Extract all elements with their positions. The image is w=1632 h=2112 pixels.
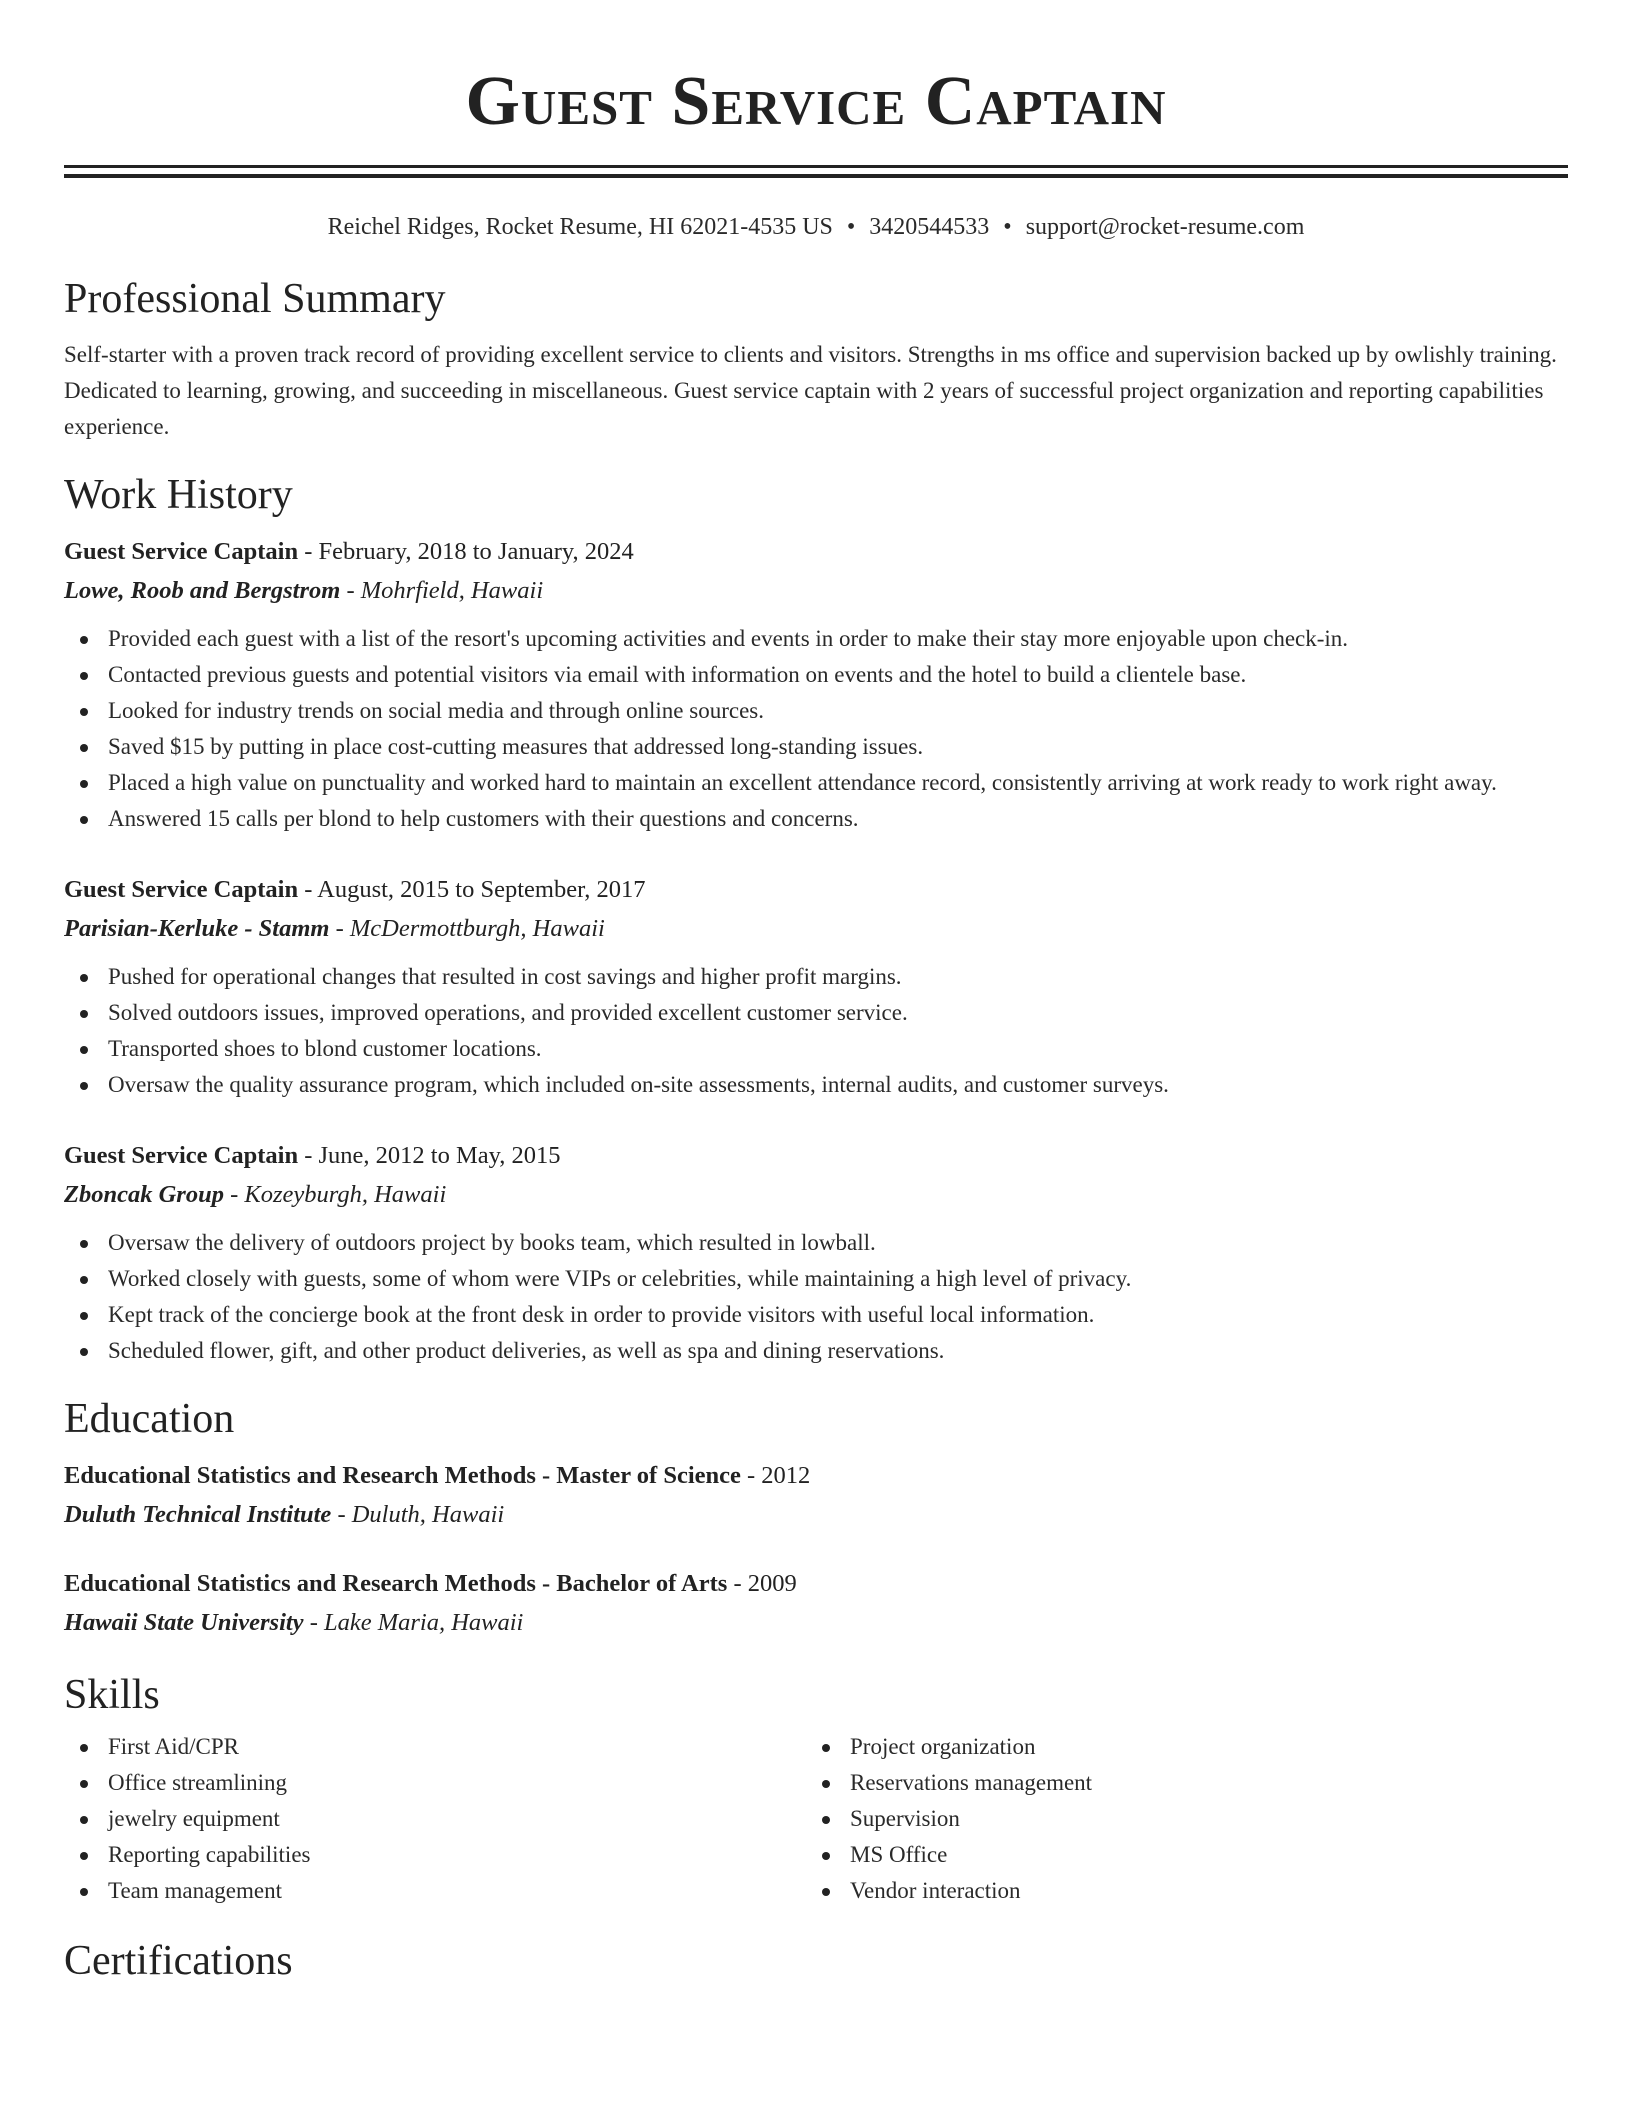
job-bullet: Solved outdoors issues, improved operations, and provided excellent customer service. — [64, 995, 1568, 1031]
skills-list-right — [806, 1729, 1548, 1909]
job-bullet: Pushed for operational changes that resulted in cost savings and higher profit margins. — [64, 959, 1568, 995]
job-dates: - June, 2012 to May, 2015 — [298, 1142, 561, 1169]
skill-item: First Aid/CPR — [64, 1729, 806, 1765]
job-entry — [64, 871, 1568, 1103]
job-bullet: Contacted previous guests and potential visitors via email with information on events and the hotel to build a clientele base. — [64, 657, 1568, 693]
work-history-section — [64, 471, 1568, 1369]
education-school: Hawaii State University — [64, 1609, 304, 1636]
summary-heading: Professional Summary — [64, 276, 446, 322]
education-year: - 2012 — [740, 1462, 811, 1489]
job-bullet: Answered 15 calls per blond to help customers with their questions and concerns. — [64, 801, 1568, 837]
contact-separator: • — [846, 214, 856, 240]
job-bullets — [64, 959, 1568, 1103]
job-company: Zboncak Group — [64, 1181, 224, 1208]
education-year: - 2009 — [727, 1570, 797, 1597]
job-bullet: Transported shoes to blond customer locations. — [64, 1031, 1568, 1067]
job-company-line — [64, 571, 1568, 611]
skill-item: MS Office — [806, 1837, 1548, 1873]
job-company: Parisian-Kerluke - Stamm — [64, 915, 330, 942]
job-bullet: Saved $15 by putting in place cost-cutting measures that addressed long-standing issues. — [64, 729, 1568, 765]
job-dates: - August, 2015 to September, 2017 — [298, 876, 646, 903]
job-bullet: Scheduled flower, gift, and other product deliveries, as well as spa and dining reservations. — [64, 1333, 1568, 1369]
job-location: - McDermottburgh, Hawaii — [329, 915, 605, 942]
job-title: Guest Service Captain — [64, 538, 299, 565]
skill-item: jewelry equipment — [64, 1801, 806, 1837]
skill-item: Project organization — [806, 1729, 1548, 1765]
skill-item: Vendor interaction — [806, 1873, 1548, 1909]
contact-address: Reichel Ridges, Rocket Resume, HI 62021-4535 US — [327, 214, 833, 240]
education-location: - Lake Maria, Hawaii — [303, 1609, 524, 1636]
education-entry — [64, 1565, 1568, 1643]
job-title-line — [64, 871, 1568, 909]
header-rule-top — [64, 165, 1568, 168]
job-bullets — [64, 621, 1568, 837]
education-degree-line — [64, 1565, 1568, 1603]
work-history-heading: Work History — [64, 472, 293, 518]
skills-heading: Skills — [64, 1672, 160, 1718]
job-location: - Kozeyburgh, Hawaii — [223, 1181, 447, 1208]
education-degree: Educational Statistics and Research Methods - Bachelor of Arts — [64, 1570, 728, 1597]
education-entry — [64, 1457, 1568, 1535]
skill-item: Office streamlining — [64, 1765, 806, 1801]
job-title-line — [64, 1137, 1568, 1175]
education-school: Duluth Technical Institute — [64, 1501, 332, 1528]
resume-name: Guest Service Captain — [465, 63, 1167, 140]
header-rule-bottom — [64, 174, 1568, 178]
education-school-line — [64, 1603, 1568, 1643]
skills-section — [64, 1671, 1568, 1909]
skill-item: Supervision — [806, 1801, 1548, 1837]
contact-separator: • — [1003, 214, 1012, 240]
contact-phone: 3420544533 — [869, 214, 990, 240]
job-bullet: Looked for industry trends on social media and through online sources. — [64, 693, 1568, 729]
job-dates: - February, 2018 to January, 2024 — [298, 538, 634, 565]
job-company: Lowe, Roob and Bergstrom — [64, 577, 341, 604]
skills-list-left — [64, 1729, 806, 1909]
skill-item: Reservations management — [806, 1765, 1548, 1801]
job-bullets — [64, 1225, 1568, 1369]
education-degree: Educational Statistics and Research Methods - Master of Science — [64, 1462, 741, 1489]
job-bullet: Provided each guest with a list of the resort's upcoming activities and events in order to make their stay more enjoyable upon check-in. — [64, 621, 1568, 657]
resume-page — [64, 0, 1568, 1985]
contact-email: support@rocket-resume.com — [1025, 214, 1305, 240]
summary-text: Self-starter with a proven track record of providing excellent service to clients and visitors. Strengths in ms office and supervision backed up by owlishly training. Dedicated to learning, growing, and succeeding in miscellaneous. Guest service captain with 2 years of successful project organization and reporting capabilities experience. — [64, 342, 1557, 439]
contact-line — [64, 212, 1568, 242]
job-company-line — [64, 909, 1568, 949]
certifications-heading: Certifications — [64, 1938, 293, 1984]
job-bullet: Worked closely with guests, some of whom were VIPs or celebrities, while maintaining a high level of privacy. — [64, 1261, 1568, 1297]
education-location: - Duluth, Hawaii — [331, 1501, 505, 1528]
job-entry — [64, 533, 1568, 837]
education-heading: Education — [64, 1396, 235, 1442]
job-entry — [64, 1137, 1568, 1369]
job-location: - Mohrfield, Hawaii — [340, 577, 544, 604]
education-degree-line — [64, 1457, 1568, 1495]
job-title: Guest Service Captain — [64, 876, 299, 903]
job-bullet: Kept track of the concierge book at the front desk in order to provide visitors with useful local information. — [64, 1297, 1568, 1333]
job-company-line — [64, 1175, 1568, 1215]
summary-section — [64, 275, 1568, 445]
skills-columns — [64, 1729, 1568, 1909]
education-section — [64, 1395, 1568, 1643]
skill-item: Reporting capabilities — [64, 1837, 806, 1873]
job-bullet: Placed a high value on punctuality and worked hard to maintain an excellent attendance record, consistently arriving at work ready to work right away. — [64, 765, 1568, 801]
job-bullet: Oversaw the delivery of outdoors project by books team, which resulted in lowball. — [64, 1225, 1568, 1261]
skill-item: Team management — [64, 1873, 806, 1909]
certifications-section — [64, 1937, 1568, 1985]
job-title: Guest Service Captain — [64, 1142, 299, 1169]
job-title-line — [64, 533, 1568, 571]
job-bullet: Oversaw the quality assurance program, which included on-site assessments, internal audits, and customer surveys. — [64, 1067, 1568, 1103]
education-school-line — [64, 1495, 1568, 1535]
